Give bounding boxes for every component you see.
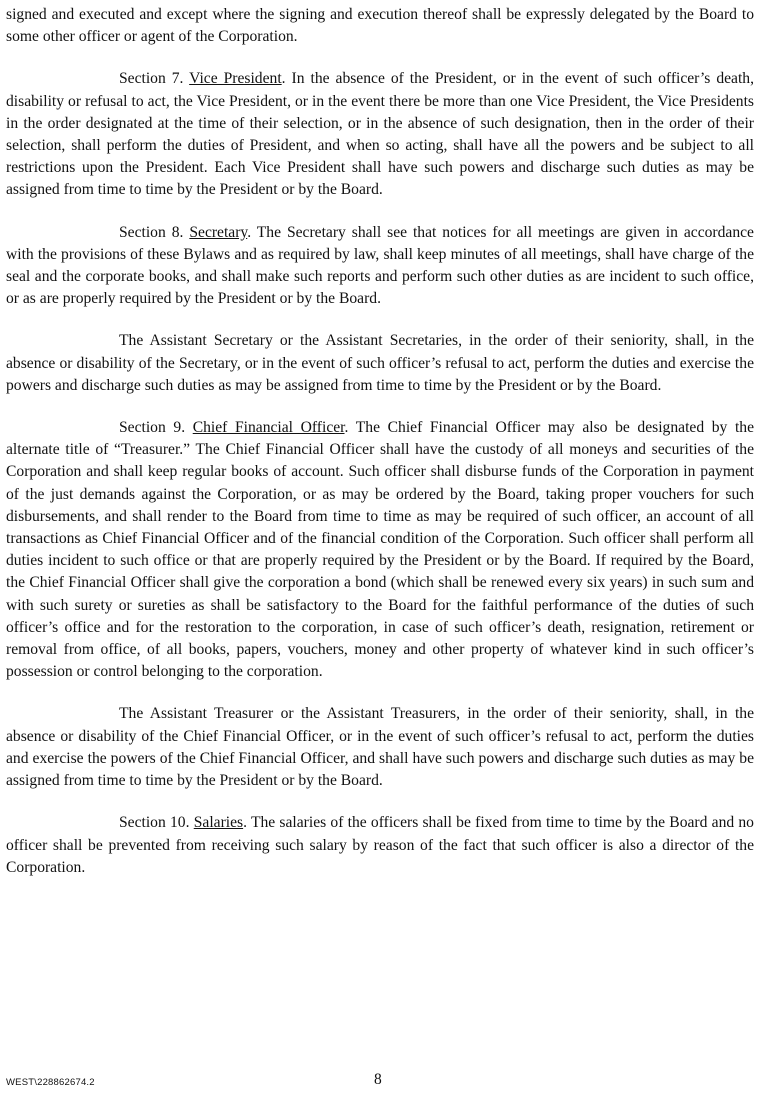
section-number: Section 9. xyxy=(119,419,193,437)
document-id: WEST\228862674.2 xyxy=(6,1077,95,1088)
section-title: Vice President xyxy=(189,70,282,88)
section-title: Chief Financial Officer xyxy=(192,419,345,437)
assistant-secretary-paragraph xyxy=(6,330,754,397)
page-number: 8 xyxy=(374,1071,382,1088)
assistant-treasurer-paragraph xyxy=(6,703,754,792)
paragraph-text: The Assistant Treasurer or the Assistant Treasurers, in the order of their seniority, shall, in the absence or disability of the Chief Financial Officer, or in the event of such officer’s refusal to act, perform the duties and exercise the powers of the Chief Financial Officer, and shall have such powers and discharge such duties as may be assigned from time to time by the President or by the Board. xyxy=(6,705,754,790)
section-10-salaries xyxy=(6,812,754,879)
paragraph-continuation xyxy=(6,4,754,48)
section-number: Section 8. xyxy=(119,223,190,241)
paragraph-text: . The Secretary shall see that notices for all meetings are given in accordance with the provisions of these Bylaws and as required by law, shall keep minutes of all meetings, shall have charge of the seal and the corporate books, and shall make such reports and perform such other duties as are incident to such office, or as are properly required by the President or by the Board. xyxy=(6,223,754,308)
section-title: Salaries xyxy=(193,814,244,832)
section-9-chief-financial-officer xyxy=(6,417,754,683)
paragraph-text: . The Chief Financial Officer may also be designated by the alternate title of “Treasurer.” The Chief Financial Officer shall have the custody of all moneys and securities of the Corporation and shall keep regular books of account. Such officer shall disburse funds of the Corporation in payment of the just demands against the Corporation, or as may be ordered by the Board, taking proper vouchers for such disbursements, and shall render to the Board from time to time as may be required of such officer, an account of all transactions as Chief Financial Officer and of the financial condition of the Corporation. Such officer shall perform all duties incident to such office or that are properly required by the President or by the Board. If required by the Board, the Chief Financial Officer shall give the corporation a bond (which shall be renewed every six years) in such sum and with such surety or sureties as shall be satisfactory to the Board for the faithful performance of the duties of such officer’s office and for the restoration to the corporation, in case of such officer’s death, resignation, retirement or removal from office, of all books, papers, vouchers, money and other property of whatever kind in such officer’s possession or control belonging to the corporation. xyxy=(6,419,754,681)
section-8-secretary xyxy=(6,222,754,311)
paragraph-text: . In the absence of the President, or in the event of such officer’s death, disability or refusal to act, the Vice President, or in the event there be more than one Vice President, the Vice Presidents in the order designated at the time of their selection, or in the absence of such designation, then in the order of their selection, shall perform the duties of President, and when so acting, shall have all the powers and be subject to all restrictions upon the President. Each Vice President shall have such powers and discharge such duties as may be assigned from time to time by the President or by the Board. xyxy=(6,70,755,199)
paragraph-text: . The salaries of the officers shall be fixed from time to time by the Board and no officer shall be prevented from receiving such salary by reason of the fact that such officer is also a director of the Corporation. xyxy=(6,814,754,876)
section-title: Secretary xyxy=(189,223,248,241)
document-body xyxy=(6,4,754,899)
paragraph-text: signed and executed and except where the signing and execution thereof shall be expressly delegated by the Board to some other officer or agent of the Corporation. xyxy=(6,6,754,46)
section-number: Section 7. xyxy=(119,70,190,88)
paragraph-text: The Assistant Secretary or the Assistant Secretaries, in the order of their seniority, shall, in the absence or disability of the Secretary, or in the event of such officer’s refusal to act, perform the duties and exercise the powers and discharge such duties as may be assigned from time to time by the President or by the Board. xyxy=(6,332,754,394)
section-7-vice-president xyxy=(6,68,754,201)
section-number: Section 10. xyxy=(119,814,194,832)
